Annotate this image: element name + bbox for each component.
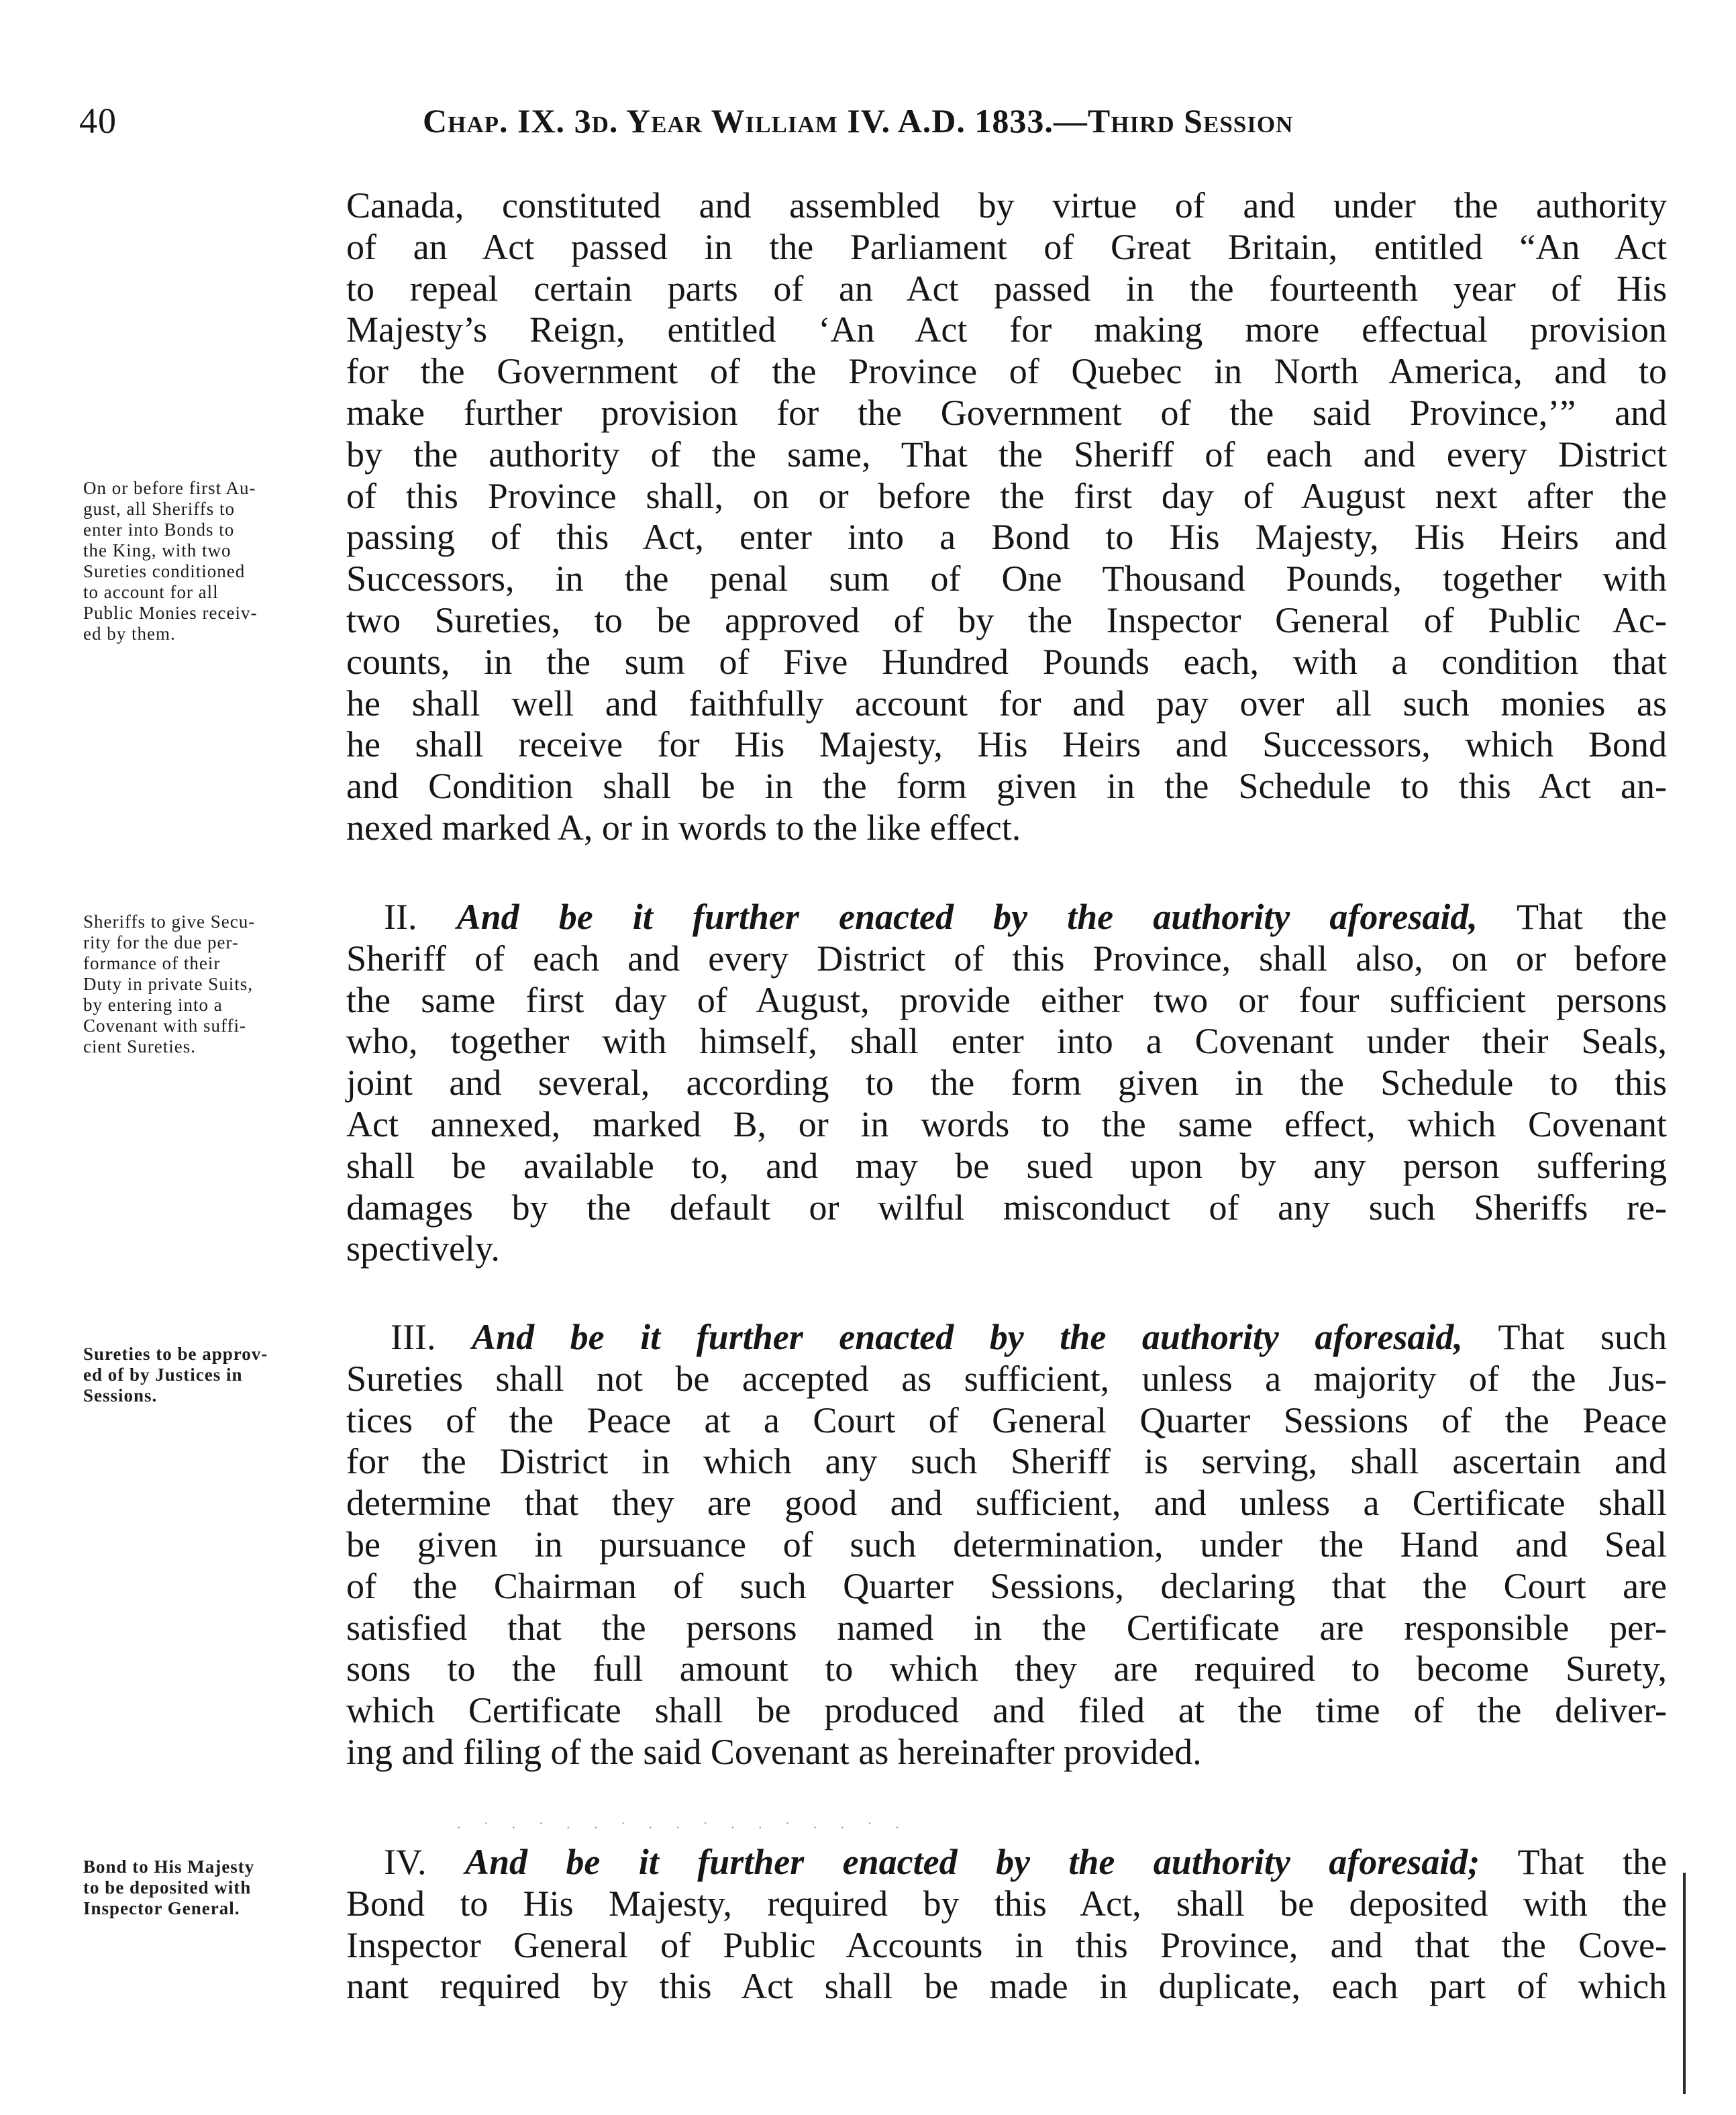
margin-note-line: cient Sureties. (83, 1036, 196, 1056)
text-line: of an Act passed in the Parliament of Great Britain, entitled “An Act (346, 226, 1667, 267)
margin-note-line: ed by them. (83, 624, 176, 644)
first-line-rest: That such (1498, 1317, 1667, 1357)
first-line-rest: That the (1516, 897, 1667, 937)
margin-note-line: Public Monies receiv- (83, 603, 258, 623)
page-number: 40 (79, 101, 117, 141)
margin-note-security-private-suits (83, 912, 342, 1057)
enacting-clause: And be it further enacted by the authority aforesaid, (472, 1317, 1463, 1357)
text-line: nexed marked A, or in words to the like effect. (346, 807, 1021, 848)
margin-note-bond-before-august (83, 478, 342, 644)
margin-note-line: Covenant with suffi- (83, 1016, 246, 1036)
text-line: Canada, constituted and assembled by virtue of and under the authority (346, 185, 1667, 226)
margin-note-line: to account for all (83, 582, 219, 602)
margin-note-line: Sureties to be approv- (83, 1344, 268, 1364)
text-line: Bond to His Majesty, required by this Act, shall be deposited with the (346, 1883, 1667, 1924)
text-line: which Certificate shall be produced and filed at the time of the deliver- (346, 1690, 1667, 1731)
margin-note-line: Duty in private Suits, (83, 974, 253, 994)
section-number: III. (391, 1317, 436, 1357)
text-line: make further provision for the Government of the said Province,’” and (346, 392, 1667, 433)
text-line: for the District in which any such Sheriff is serving, shall ascertain and (346, 1441, 1667, 1482)
text-line: of the Chairman of such Quarter Sessions, declaring that the Court are (346, 1565, 1667, 1606)
text-line: counts, in the sum of Five Hundred Pounds each, with a condition that (346, 641, 1667, 682)
text-line: to repeal certain parts of an Act passed in the fourteenth year of His (346, 268, 1667, 309)
text-line: satisfied that the persons named in the Certificate are responsible per- (346, 1607, 1667, 1648)
first-line-rest: That the (1517, 1842, 1668, 1882)
text-line: for the Government of the Province of Quebec in North America, and to (346, 351, 1667, 392)
text-line: Successors, in the penal sum of One Thousand Pounds, together with (346, 558, 1667, 599)
scan-edge-rule (1683, 1873, 1686, 2094)
margin-note-line: gust, all Sheriffs to (83, 499, 235, 519)
enacting-clause: And be it further enacted by the authority aforesaid, (456, 897, 1478, 937)
text-line: of this Province shall, on or before the first day of August next after the (346, 475, 1667, 516)
text-line: damages by the default or wilful misconduct of any such Sheriffs re- (346, 1187, 1667, 1228)
section-4 (346, 1842, 1667, 2008)
section-2 (346, 897, 1667, 1270)
text-line: he shall well and faithfully account for and pay over all such monies as (346, 683, 1667, 724)
section-number: IV. (384, 1842, 427, 1882)
text-line: ing and filing of the said Covenant as hereinafter provided. (346, 1731, 1202, 1772)
margin-note-line: to be deposited with (83, 1877, 252, 1898)
enacting-clause: And be it further enacted by the authority aforesaid; (464, 1842, 1480, 1882)
running-title-chapter: Chap. IX. (423, 102, 566, 140)
margin-note-sureties-approved (83, 1344, 342, 1406)
text-line: by the authority of the same, That the Sheriff of each and every District (346, 434, 1667, 475)
margin-note-line: enter into Bonds to (83, 520, 235, 540)
text-line: sons to the full amount to which they are required to become Surety, (346, 1649, 1667, 1689)
running-title (423, 101, 1577, 141)
margin-note-line: Sheriffs to give Secu- (83, 912, 256, 932)
margin-note-line: formance of their (83, 953, 221, 973)
margin-note-line: Inspector General. (83, 1898, 240, 1918)
running-title-year: 3d. Year William IV. (574, 102, 890, 140)
text-line: determine that they are good and sufficient, and unless a Certificate shall (346, 1483, 1667, 1524)
section-3 (346, 1317, 1667, 1773)
section-3-first-line (346, 1317, 1667, 1359)
margin-note-line: by entering into a (83, 995, 223, 1015)
text-line: joint and several, according to the form given in the Schedule to this (346, 1063, 1667, 1103)
section-4-first-line (346, 1842, 1667, 1883)
text-line: two Sureties, to be approved of by the Inspector General of Public Ac- (346, 599, 1667, 640)
running-title-session: —Third Session (1053, 102, 1294, 140)
section-2-first-line (346, 897, 1667, 938)
text-line: who, together with himself, shall enter into a Covenant under their Seals, (346, 1021, 1667, 1062)
margin-note-line: Sessions. (83, 1385, 158, 1406)
margin-note-line: Bond to His Majesty (83, 1857, 255, 1877)
text-line: be given in pursuance of such determination, under the Hand and Seal (346, 1524, 1667, 1565)
margin-note-line: ed of by Justices in (83, 1365, 243, 1385)
text-line: Majesty’s Reign, entitled ‘An Act for making more effectual provision (346, 309, 1667, 350)
margin-note-line: rity for the due per- (83, 932, 239, 952)
text-line: tices of the Peace at a Court of General Quarter Sessions of the Peace (346, 1399, 1667, 1440)
margin-note-bond-deposited (83, 1857, 342, 1919)
text-line: passing of this Act, enter into a Bond to His Majesty, His Heirs and (346, 517, 1667, 558)
running-title-ad: A.D. 1833. (897, 102, 1054, 140)
text-line: shall be available to, and may be sued upon by any person suffering (346, 1145, 1667, 1186)
text-line: nant required by this Act shall be made in duplicate, each part of which (346, 1966, 1667, 2007)
text-line: Inspector General of Public Accounts in this Province, and that the Cove- (346, 1924, 1667, 1965)
text-line: Sheriff of each and every District of this Province, shall also, on or before (346, 938, 1667, 979)
text-line: the same first day of August, provide either two or four sufficient persons (346, 979, 1667, 1020)
text-line: he shall receive for His Majesty, His Heirs and Successors, which Bond (346, 724, 1667, 765)
margin-note-line: Sureties conditioned (83, 561, 246, 581)
margin-note-line: On or before first Au- (83, 478, 256, 498)
text-line: and Condition shall be in the form given in the Schedule to this Act an- (346, 766, 1667, 807)
print-specks: · ˙ · ˙ · · ˙ · · ˙ · · ˙ · · ˙ · (456, 1819, 909, 1836)
section-1-continued (346, 185, 1667, 849)
text-line: spectively. (346, 1228, 500, 1269)
text-line: Act annexed, marked B, or in words to the same effect, which Covenant (346, 1103, 1667, 1144)
margin-note-line: the King, with two (83, 540, 232, 560)
text-line: Sureties shall not be accepted as sufficient, unless a majority of the Jus- (346, 1358, 1667, 1399)
section-number: II. (384, 897, 417, 937)
